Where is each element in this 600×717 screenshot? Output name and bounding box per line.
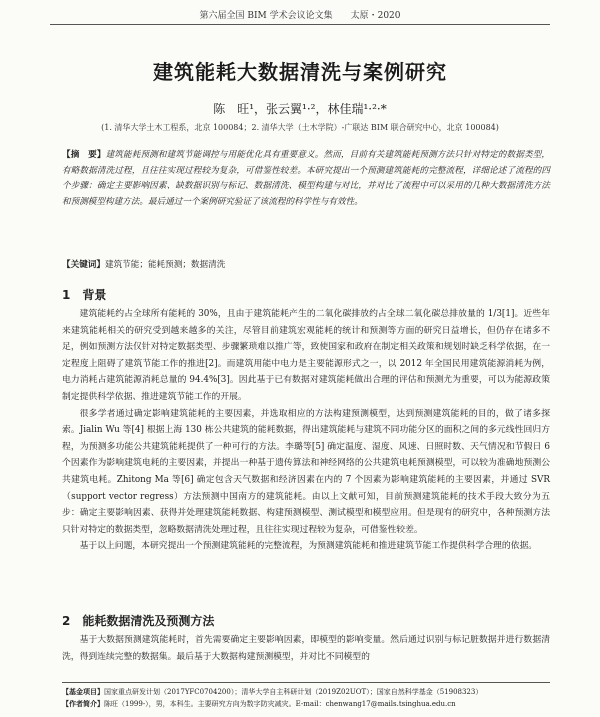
funding-text: 国家重点研发计划（2017YFC0704200）；清华大学自主科研计划（2019Z02UOT）；国家自然科学基金（51908323） (104, 688, 483, 696)
section-heading-2: 2 能耗数据清洗及预测方法 (62, 614, 215, 628)
funding-note (62, 686, 550, 698)
paragraph: 基于以上问题，本研究提出一个预测建筑能耗的完整流程，为预测建筑能耗和推进建筑节能工作提供科学合理的依据。 (79, 541, 538, 552)
footnotes (62, 686, 550, 710)
abstract-text: 建筑能耗预测和建筑节能调控与用能优化具有重要意义。然而，目前有关建筑能耗预测方法只针对特定的数据类型，有略数据清洗过程，且往往实现过程较为复杂，可借鉴性较差。本研究提出一个预测建筑能耗的完整流程，详细论述了流程的四个步骤：确定主要影响因素、缺数据识别与标记、数据清洗、模型构建与对比，并对比了流程中可以采用的几种大数据清洗方法和预测模型构建方法。最后通过一个案例研究验证了该流程的科学性与有效性。 (62, 150, 550, 207)
paragraph: 很多学者通过确定影响建筑能耗的主要因素，并选取相应的方法构建预测模型，达到预测建筑能耗的目的，做了诸多探索。Jialin Wu 等[4] 根据上海 130 栋公共建筑的能耗数据，得出建筑能耗与建筑不同功能分区的面积之间的多元线性回归方程，为预测多功能公共建筑能耗提供了一种可行的方法。李璐等[5] 确定温度、湿度、风速、日照时数、天气情况和节假日 6 个因素作为影响建筑电耗的主要因素，并提出一种基于遗传算法和神经网络的公共建筑电耗预测模型，可以较为准确地预测公共建筑电耗。Zhitong Ma 等[6] 确定包含天气数据和经济因素在内的 7 个因素为影响建筑能耗的主要因素，并通过 SVR（support vector regress）方法预测中国南方的建筑能耗。由以上文献可知，目前预测建筑能耗的技术手段大致分为五步：确定主要影响因素、获得并处理建筑能耗数据、构建预测模型、测试模型和模型应用。但是现有的研究中，各种预测方法只针对特定的数据类型，忽略数据清洗处理过程，且往往实现过程较为复杂，可借鉴性较差。 (62, 408, 550, 535)
affiliation: (1. 清华大学土木工程系，北京 100084；2. 清华大学（土木学院）-广联达 BIM 联合研究中心，北京 100084) (101, 123, 499, 132)
keywords-label: 【关键词】 (62, 260, 105, 270)
footnote-divider (62, 682, 550, 683)
keywords-text: 建筑节能；能耗预测；数据清洗 (104, 260, 226, 270)
section-1-body (62, 306, 550, 555)
author-note-text: 陈旺（1999-），男，本科生。主要研究方向为数字防灾减灾。E-mail：chenwang17@mails.tsinghua.edu.cn (104, 700, 456, 708)
funding-label: 【基金项目】 (62, 688, 104, 696)
author-list: 陈 旺¹，张云翼¹·²，林佳瑞¹·²·* (213, 102, 387, 116)
abstract-label: 【摘 要】 (62, 150, 106, 160)
running-header: 第六届全国 BIM 学术会议论文集 太原・2020 (199, 11, 401, 21)
paragraph: 建筑能耗约占全球所有能耗的 30%，且由于建筑能耗产生的二氧化碳排放约占全球二氧化碳总排放量的 1/3[1]。近些年来建筑能耗相关的研究受到越来越多的关注，尽管目前建筑宏观能耗的统计和预测等方面的研究日益增长，但仍存在诸多不足，例如预测方法仅针对特定数据类型、步骤繁琐难以推广等，致使国家和政府在制定相关政策和规划时缺乏科学依据，在一定程度上阻碍了建筑节能工作的推进[2]。而建筑用能中电力是主要能源形式之一，以 2012 年全国民用建筑能源消耗为例，电力消耗占建筑能源消耗总量的 94.4%[3]。因此基于已有数据对建筑能耗做出合理的评估和预测尤为重要，可以为能源政策制定提供科学依据、推进建筑节能工作的开展。 (62, 309, 550, 402)
abstract (62, 148, 550, 210)
header-divider (50, 24, 550, 25)
section-heading-1: 1 背景 (62, 288, 107, 302)
paragraph: 基于大数据预测建筑能耗时，首先需要确定主要影响因素，即模型的影响变量。然后通过识别与标记脏数据并进行数据清洗，得到连续完整的数据集。最后基于大数据构建预测模型，并对比不同模型的 (62, 635, 550, 662)
section-2-body (62, 632, 550, 665)
keywords (62, 258, 550, 270)
paper-title: 建筑能耗大数据清洗与案例研究 (153, 60, 447, 84)
author-note (62, 698, 550, 710)
author-note-label: 【作者简介】 (62, 700, 104, 708)
